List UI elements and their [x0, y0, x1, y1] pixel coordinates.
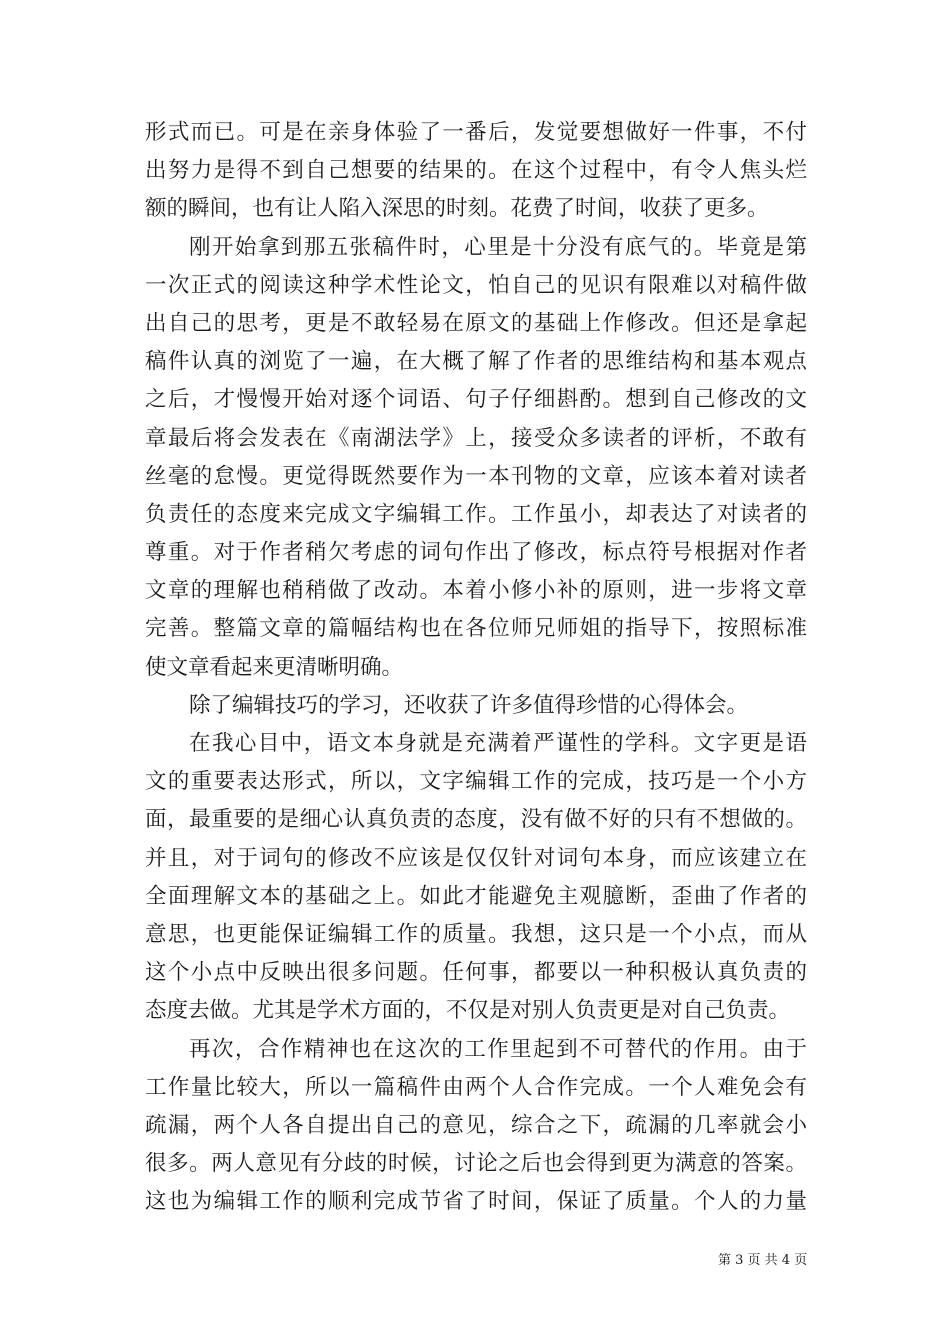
- text-line: 额的瞬间，也有让人陷入深思的时刻。花费了时间，收获了更多。: [145, 196, 769, 222]
- document-body: [145, 114, 807, 1221]
- text-line: 工作量比较大，所以一篇稿件由两个人合作完成。一个人难免会有: [145, 1074, 807, 1100]
- text-line: 丝毫的怠慢。更觉得既然要作为一本刊物的文章，应该本着对读者: [145, 463, 807, 489]
- text-line: 这也为编辑工作的顺利完成节省了时间，保证了质量。个人的力量: [145, 1189, 807, 1215]
- text-line: 之后，才慢慢开始对逐个词语、句子仔细斟酌。想到自己修改的文: [145, 387, 807, 413]
- text-line: 并且，对于词句的修改不应该是仅仅针对词句本身，而应该建立在: [145, 845, 807, 871]
- text-line: 再次，合作精神也在这次的工作里起到不可替代的作用。由于: [189, 1036, 807, 1062]
- text-line: 面，最重要的是细心认真负责的态度，没有做不好的只有不想做的。: [145, 807, 807, 833]
- text-line: 刚开始拿到那五张稿件时，心里是十分没有底气的。毕竟是第: [189, 234, 807, 260]
- text-line: 这个小点中反映出很多问题。任何事，都要以一种积极认真负责的: [145, 960, 807, 986]
- text-line: 疏漏，两个人各自提出自己的意见，综合之下，疏漏的几率就会小: [145, 1112, 807, 1138]
- text-line: 形式而已。可是在亲身体验了一番后，发觉要想做好一件事，不付: [145, 120, 807, 145]
- text-line: 态度去做。尤其是学术方面的，不仅是对别人负责更是对自己负责。: [145, 998, 791, 1024]
- text-line: 意思，也更能保证编辑工作的质量。我想，这只是一个小点，而从: [145, 921, 807, 947]
- text-line: 文的重要表达形式，所以，文字编辑工作的完成，技巧是一个小方: [145, 769, 807, 795]
- text-line: 一次正式的阅读这种学术性论文，怕自己的见识有限难以对稿件做: [145, 272, 807, 298]
- text-line: 除了编辑技巧的学习，还收获了许多值得珍惜的心得体会。: [189, 692, 749, 718]
- text-line: 章最后将会发表在《南湖法学》上，接受众多读者的评析，不敢有: [145, 425, 807, 451]
- text-line: 出努力是得不到自己想要的结果的。在这个过程中，有令人焦头烂: [145, 158, 807, 184]
- text-line: 很多。两人意见有分歧的时候，讨论之后也会得到更为满意的答案。: [145, 1151, 807, 1177]
- text-line: 在我心目中，语文本身就是充满着严谨性的学科。文字更是语: [189, 731, 807, 756]
- text-line: 使文章看起来更清晰明确。: [145, 654, 404, 680]
- text-line: 文章的理解也稍稍做了改动。本着小修小补的原则，进一步将文章: [145, 578, 807, 604]
- text-line: 负责任的态度来完成文字编辑工作。工作虽小，却表达了对读者的: [145, 501, 807, 527]
- text-line: 尊重。对于作者稍欠考虑的词句作出了修改，标点符号根据对作者: [145, 540, 807, 566]
- text-line: 稿件认真的浏览了一遍，在大概了解了作者的思维结构和基本观点: [145, 349, 807, 375]
- text-line: 完善。整篇文章的篇幅结构也在各位师兄师姐的指导下，按照标准: [145, 616, 807, 642]
- text-line: 出自己的思考，更是不敢轻易在原文的基础上作修改。但还是拿起: [145, 310, 807, 336]
- page-number: 第 3 页 共 4 页: [718, 1253, 808, 1268]
- text-line: 全面理解文本的基础之上。如此才能避免主观臆断，歪曲了作者的: [145, 883, 807, 909]
